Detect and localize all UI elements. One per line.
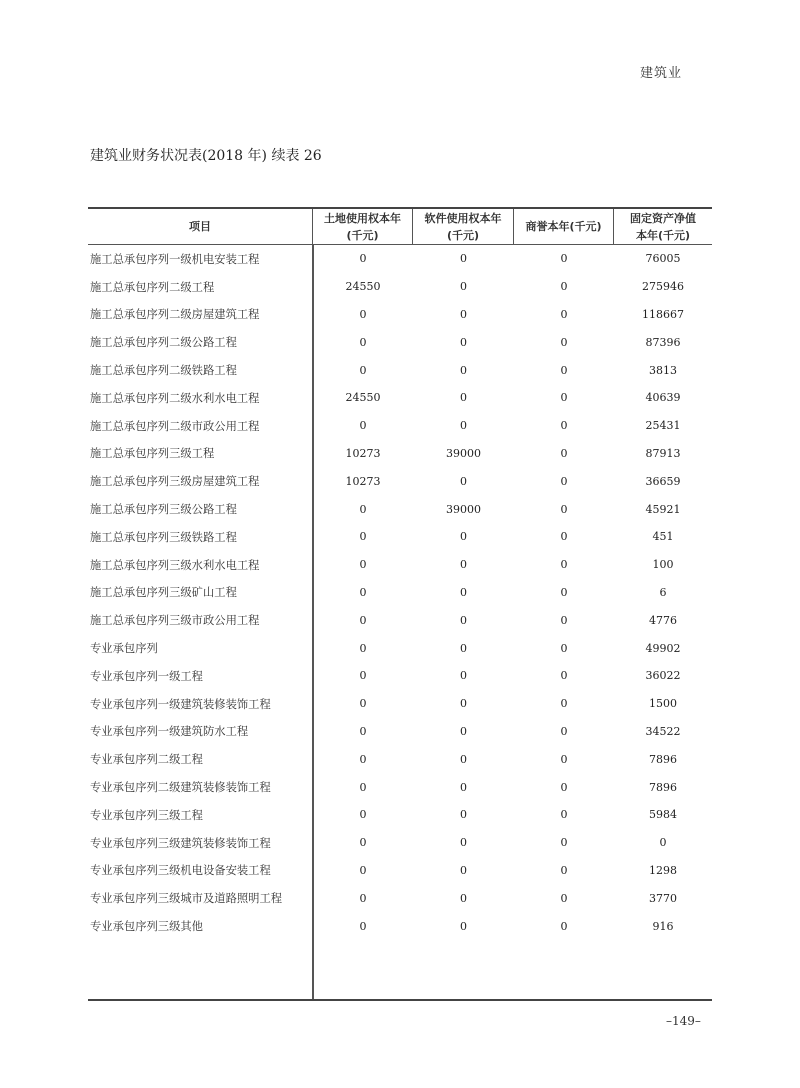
table-row (88, 412, 712, 440)
cell-land-use-right: 0 (359, 891, 367, 905)
table-title: 建筑业财务状况表(2018 年) 续表 26 (90, 148, 322, 164)
header-land-use-right (313, 209, 413, 244)
cell-item-name: 专业承包序列三级机电设备安装工程 (90, 864, 271, 878)
cell-goodwill: 0 (560, 724, 568, 738)
cell-item-name: 专业承包序列二级建筑装修装饰工程 (90, 781, 271, 795)
cell-fixed-asset-net: 118667 (642, 307, 684, 321)
header-software-use-right-line2: (千元) (446, 228, 480, 242)
table-row (88, 773, 712, 801)
cell-land-use-right: 10273 (345, 474, 381, 488)
cell-land-use-right: 0 (359, 307, 367, 321)
cell-goodwill: 0 (560, 585, 568, 599)
cell-item-name: 施工总承包序列三级矿山工程 (90, 586, 237, 600)
table-row (88, 440, 712, 468)
table-row (88, 384, 712, 412)
table-row (88, 523, 712, 551)
cell-goodwill: 0 (560, 307, 568, 321)
cell-land-use-right: 0 (359, 335, 367, 349)
table-row (88, 801, 712, 829)
cell-item-name: 施工总承包序列三级公路工程 (90, 503, 237, 517)
table-row (88, 356, 712, 384)
table-row (88, 884, 712, 912)
cell-goodwill: 0 (560, 863, 568, 877)
cell-software-use-right: 0 (460, 558, 467, 572)
cell-item-name: 专业承包序列二级工程 (90, 753, 203, 767)
cell-software-use-right: 0 (460, 419, 467, 433)
cell-goodwill: 0 (560, 613, 568, 627)
cell-fixed-asset-net: 3813 (649, 363, 677, 377)
cell-item-name: 专业承包序列一级建筑防水工程 (90, 725, 249, 739)
cell-goodwill: 0 (560, 558, 568, 572)
cell-item-name: 施工总承包序列一级机电安装工程 (90, 252, 260, 266)
data-table (88, 207, 712, 1001)
cell-land-use-right: 0 (359, 585, 367, 599)
cell-software-use-right: 39000 (446, 446, 481, 460)
cell-software-use-right: 0 (460, 780, 467, 794)
cell-land-use-right: 0 (359, 724, 367, 738)
header-software-use-right (413, 209, 514, 244)
cell-fixed-asset-net: 5984 (649, 808, 677, 822)
cell-goodwill: 0 (560, 752, 568, 766)
header-land-use-right-line1: 土地使用权本年 (324, 211, 401, 225)
table-row (88, 829, 712, 857)
cell-goodwill: 0 (560, 335, 568, 349)
cell-land-use-right: 0 (359, 669, 367, 683)
cell-land-use-right: 0 (359, 697, 367, 711)
cell-fixed-asset-net: 0 (659, 836, 667, 850)
table-row (88, 718, 712, 746)
header-item-label: 项目 (189, 220, 211, 233)
cell-fixed-asset-net: 76005 (645, 252, 681, 266)
cell-item-name: 专业承包序列三级建筑装修装饰工程 (90, 836, 271, 850)
cell-item-name: 施工总承包序列三级房屋建筑工程 (90, 475, 260, 489)
cell-land-use-right: 0 (359, 780, 367, 794)
table-row (88, 690, 712, 718)
cell-goodwill: 0 (560, 363, 568, 377)
cell-item-name: 施工总承包序列三级市政公用工程 (90, 614, 260, 628)
cell-goodwill: 0 (560, 280, 568, 294)
cell-goodwill: 0 (560, 891, 568, 905)
header-goodwill-label: 商誉本年(千元) (525, 220, 602, 233)
table-row (88, 745, 712, 773)
table-row (88, 273, 712, 301)
cell-software-use-right: 0 (460, 863, 467, 877)
cell-fixed-asset-net: 6 (659, 585, 667, 599)
cell-fixed-asset-net: 49902 (645, 641, 681, 655)
cell-fixed-asset-net: 34522 (645, 724, 681, 738)
cell-item-name: 施工总承包序列二级水利水电工程 (90, 391, 260, 405)
table-row (88, 912, 712, 940)
cell-item-name: 施工总承包序列三级铁路工程 (90, 530, 237, 544)
cell-land-use-right: 0 (359, 502, 367, 516)
table-row (88, 301, 712, 329)
table-row (88, 495, 712, 523)
cell-software-use-right: 0 (460, 836, 467, 850)
table-row (88, 328, 712, 356)
table-row (88, 245, 712, 273)
cell-land-use-right: 24550 (345, 280, 381, 294)
cell-software-use-right: 0 (460, 808, 467, 822)
cell-land-use-right: 0 (359, 752, 367, 766)
table-row (88, 606, 712, 634)
table-row (88, 662, 712, 690)
cell-item-name: 施工总承包序列二级市政公用工程 (90, 419, 260, 433)
cell-software-use-right: 0 (460, 307, 467, 321)
cell-item-name: 施工总承包序列三级工程 (90, 447, 215, 461)
cell-goodwill: 0 (560, 502, 568, 516)
table-row (88, 857, 712, 885)
header-goodwill (514, 209, 614, 244)
cell-goodwill: 0 (560, 697, 568, 711)
cell-land-use-right: 0 (359, 641, 367, 655)
cell-land-use-right: 0 (359, 613, 367, 627)
cell-software-use-right: 0 (460, 613, 467, 627)
running-head: 建筑业 (640, 66, 683, 81)
cell-goodwill: 0 (560, 919, 568, 933)
cell-fixed-asset-net: 87396 (645, 335, 681, 349)
cell-software-use-right: 0 (460, 280, 467, 294)
cell-goodwill: 0 (560, 780, 568, 794)
cell-item-name: 施工总承包序列二级公路工程 (90, 336, 237, 350)
table-body (88, 245, 712, 940)
cell-software-use-right: 0 (460, 585, 467, 599)
cell-fixed-asset-net: 45921 (645, 502, 681, 516)
cell-software-use-right: 0 (460, 391, 467, 405)
cell-fixed-asset-net: 36022 (645, 669, 681, 683)
cell-software-use-right: 0 (460, 752, 467, 766)
cell-land-use-right: 0 (359, 363, 367, 377)
cell-software-use-right: 0 (460, 252, 467, 266)
header-item (88, 209, 313, 244)
cell-land-use-right: 0 (359, 419, 367, 433)
cell-item-name: 施工总承包序列二级房屋建筑工程 (90, 308, 260, 322)
cell-software-use-right: 0 (460, 474, 467, 488)
cell-goodwill: 0 (560, 641, 568, 655)
cell-fixed-asset-net: 36659 (645, 474, 681, 488)
cell-software-use-right: 39000 (446, 502, 481, 516)
page-number: –149– (666, 1014, 701, 1028)
cell-land-use-right: 0 (359, 919, 367, 933)
cell-land-use-right: 0 (359, 863, 367, 877)
cell-goodwill: 0 (560, 530, 568, 544)
cell-land-use-right: 0 (359, 558, 367, 572)
cell-land-use-right: 0 (359, 530, 367, 544)
cell-software-use-right: 0 (460, 669, 467, 683)
cell-software-use-right: 0 (460, 641, 467, 655)
cell-item-name: 施工总承包序列二级铁路工程 (90, 364, 237, 378)
cell-goodwill: 0 (560, 836, 568, 850)
table-row (88, 579, 712, 607)
cell-land-use-right: 10273 (345, 446, 381, 460)
cell-land-use-right: 0 (359, 836, 367, 850)
header-fixed-asset-net (614, 209, 712, 244)
cell-goodwill: 0 (560, 252, 568, 266)
cell-goodwill: 0 (560, 669, 568, 683)
cell-fixed-asset-net: 1298 (649, 863, 677, 877)
cell-software-use-right: 0 (460, 363, 467, 377)
cell-goodwill: 0 (560, 391, 568, 405)
cell-fixed-asset-net: 87913 (645, 446, 681, 460)
cell-fixed-asset-net: 916 (652, 919, 674, 933)
table-header (88, 209, 712, 245)
table-row (88, 634, 712, 662)
cell-item-name: 专业承包序列三级其他 (90, 920, 203, 934)
cell-item-name: 施工总承包序列三级水利水电工程 (90, 558, 260, 572)
header-fixed-asset-net-line2: 本年(千元) (635, 228, 691, 242)
cell-land-use-right: 24550 (345, 391, 381, 405)
cell-fixed-asset-net: 7896 (649, 780, 677, 794)
cell-goodwill: 0 (560, 419, 568, 433)
cell-software-use-right: 0 (460, 724, 467, 738)
cell-fixed-asset-net: 4776 (649, 613, 677, 627)
cell-fixed-asset-net: 1500 (649, 697, 677, 711)
cell-fixed-asset-net: 3770 (649, 891, 677, 905)
cell-item-name: 专业承包序列三级工程 (90, 808, 203, 822)
table-row (88, 551, 712, 579)
cell-goodwill: 0 (560, 808, 568, 822)
cell-fixed-asset-net: 7896 (649, 752, 677, 766)
cell-land-use-right: 0 (359, 808, 367, 822)
cell-software-use-right: 0 (460, 697, 467, 711)
cell-fixed-asset-net: 40639 (645, 391, 681, 405)
cell-land-use-right: 0 (359, 252, 367, 266)
cell-fixed-asset-net: 451 (652, 530, 674, 544)
cell-software-use-right: 0 (460, 891, 467, 905)
cell-fixed-asset-net: 100 (652, 558, 674, 572)
cell-item-name: 专业承包序列一级建筑装修装饰工程 (90, 697, 271, 711)
cell-item-name: 专业承包序列 (90, 642, 158, 656)
cell-item-name: 专业承包序列一级工程 (90, 669, 203, 683)
cell-item-name: 施工总承包序列二级工程 (90, 280, 215, 294)
cell-fixed-asset-net: 25431 (645, 419, 681, 433)
cell-goodwill: 0 (560, 446, 568, 460)
cell-software-use-right: 0 (460, 335, 467, 349)
table-row (88, 467, 712, 495)
cell-item-name: 专业承包序列三级城市及道路照明工程 (90, 892, 283, 906)
cell-fixed-asset-net: 275946 (642, 280, 684, 294)
header-software-use-right-line1: 软件使用权本年 (424, 211, 502, 225)
header-fixed-asset-net-line1: 固定资产净值 (630, 211, 696, 225)
cell-software-use-right: 0 (460, 530, 467, 544)
cell-software-use-right: 0 (460, 919, 467, 933)
header-land-use-right-line2: (千元) (346, 228, 379, 242)
cell-goodwill: 0 (560, 474, 568, 488)
